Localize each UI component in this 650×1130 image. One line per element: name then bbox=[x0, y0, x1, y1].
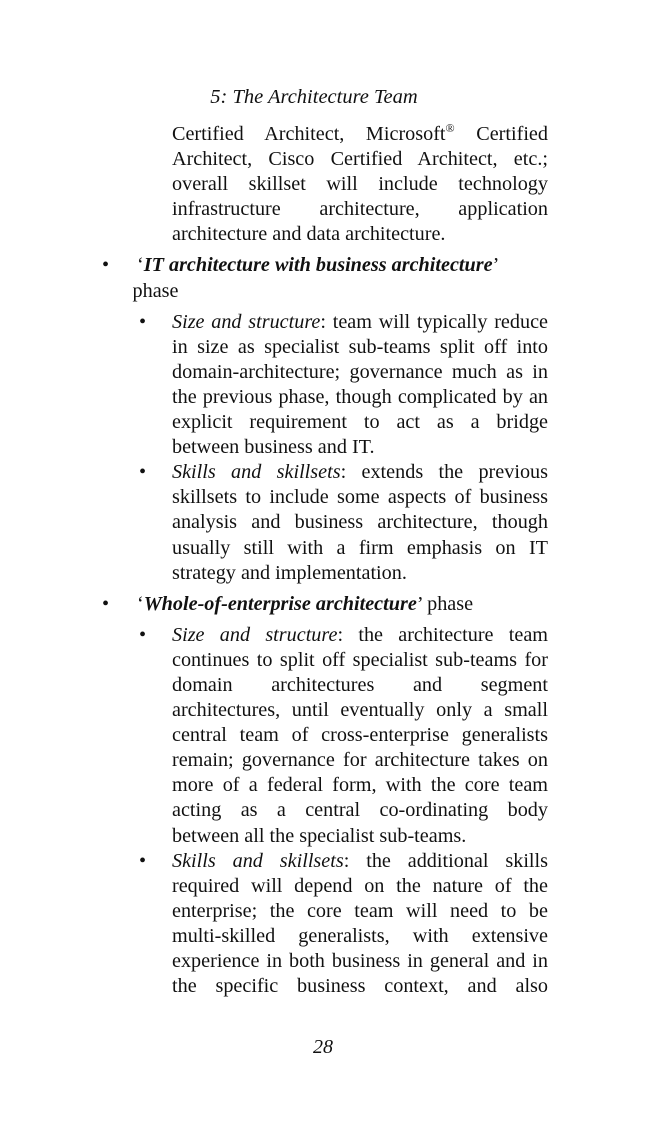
continuation-text-rest: Certified Architect, Cisco Certified Architect, etc.; overall skillset will include technology infrastructure architecture, application architecture and data architecture. bbox=[172, 123, 548, 246]
bullet-icon: • bbox=[139, 623, 147, 646]
detail-item bbox=[139, 310, 548, 461]
detail-text: : team will typically reduce in size as specialist sub-teams split off into domain-architecture; governance much as in the previous phase, though complicated by an explicit requirement to act as a bridge between business and IT. bbox=[172, 310, 548, 459]
open-quote: ‘ bbox=[137, 592, 144, 615]
detail-term: Skills and skillsets bbox=[172, 849, 344, 872]
phase-item bbox=[102, 253, 548, 585]
detail-item bbox=[139, 623, 549, 849]
close-quote: ’ bbox=[492, 254, 500, 277]
detail-text: : extends the previous skillsets to include some aspects of business analysis and business architecture, though usually still with a firm emphasis on IT strategy and implementation. bbox=[172, 461, 548, 584]
continuation-paragraph bbox=[172, 122, 548, 247]
registered-mark: ® bbox=[445, 121, 455, 135]
detail-term: Size and structure bbox=[172, 623, 338, 646]
running-head bbox=[0, 84, 650, 110]
bullet-icon: • bbox=[139, 310, 147, 333]
detail-item bbox=[139, 849, 548, 1000]
bullet-icon: • bbox=[102, 592, 110, 615]
continuation-text-start: Certified Architect, Microsoft bbox=[172, 123, 446, 145]
detail-item bbox=[139, 460, 548, 585]
bullet-icon: • bbox=[102, 254, 110, 277]
page-content bbox=[0, 122, 650, 999]
phase-heading bbox=[137, 592, 548, 617]
phase-title: IT architecture with business architecture bbox=[143, 254, 493, 277]
phase-details bbox=[137, 623, 548, 999]
bullet-icon: • bbox=[139, 461, 147, 484]
phase-heading bbox=[132, 253, 548, 303]
phase-item bbox=[102, 592, 549, 1000]
page-number-text: 28 bbox=[313, 1036, 333, 1058]
open-quote: ‘ bbox=[137, 254, 144, 277]
detail-term: Size and structure bbox=[172, 310, 321, 333]
detail-text: : the architecture team continues to split off specialist sub-teams for domain architectures and segment architectures, until eventually only a small central team of cross-enterprise generalists remain; governance for architecture takes on more of a federal form, with the core team acting as a central co-ordinating body between all the specialist sub-teams. bbox=[172, 623, 549, 847]
phase-details bbox=[137, 310, 548, 586]
detail-text: : the additional skills required will depend on the nature of the enterprise; the core team will need to be multi-skilled generalists, with extensive experience in both business in general and in the specific business context, and also bbox=[172, 849, 548, 998]
phase-title: Whole-of-enterprise architecture bbox=[143, 592, 417, 615]
bullet-icon: • bbox=[139, 849, 147, 872]
phase-suffix: phase bbox=[422, 592, 474, 615]
detail-term: Skills and skillsets bbox=[172, 461, 341, 484]
phase-suffix: phase bbox=[132, 279, 179, 302]
running-head-text: 5: The Architecture Team bbox=[210, 86, 418, 108]
page-number bbox=[0, 1036, 650, 1059]
close-quote: ’ bbox=[416, 592, 423, 615]
